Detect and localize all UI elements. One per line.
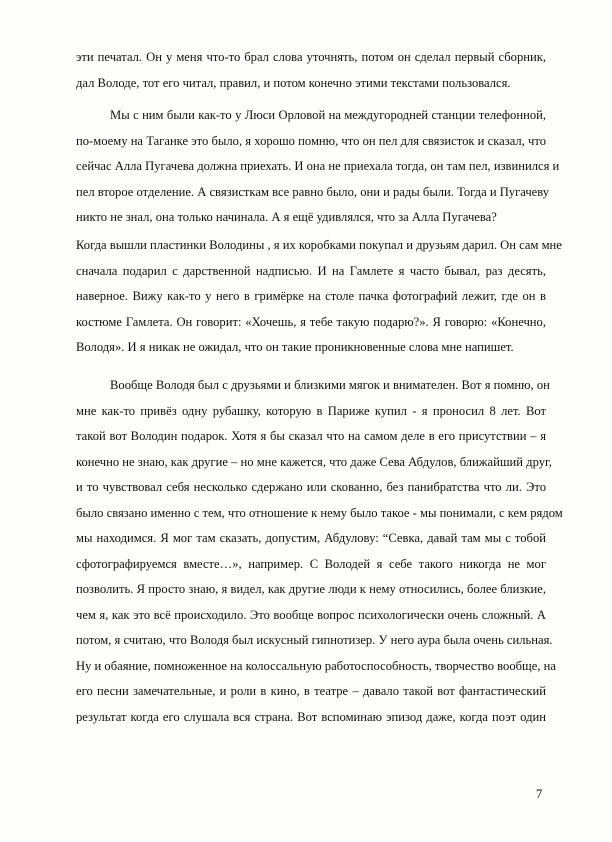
- text-line: костюме Гамлета. Он говорит: «Хочешь, я тебе такую подарю?». Я говорю: «Конечно,: [76, 314, 546, 329]
- text-line: мы находимся. Я мог там сказать, допустим, Абдулову: “Севка, давай там мы с тобой: [76, 531, 546, 545]
- text-line: Мы с ним были как-то у Люси Орловой на междугородней станции телефонной,: [110, 108, 546, 122]
- text-line: такой вот Володин подарок. Хотя я бы сказал что на самом деле в его присутствии – я: [76, 429, 546, 443]
- text-line: пел второе отделение. А связисткам все равно было, они и рады были. Тогда и Пугачеву: [76, 184, 550, 199]
- page-number: 7: [536, 787, 543, 801]
- text-line: результат когда его слушала вся страна. Вот вспоминаю эпизод даже, когда поэт один: [76, 709, 546, 724]
- text-line: Володя». И я никак не ожидал, что он такие проникновенные слова мне напишет.: [76, 340, 514, 354]
- text-line: сейчас Алла Пугачева должна приехать. И она не приехала тогда, он там пел, извинился и: [76, 159, 560, 173]
- paragraph-continuation: [76, 45, 546, 96]
- text-line: сфотографируемся вместе…», например. С Володей я себе такого никогда не мог: [76, 556, 546, 571]
- text-line: эти печатал. Он у меня что-то брал слова уточнять, потом он сделал первый сборник,: [76, 50, 546, 64]
- paragraph-records: [76, 233, 562, 361]
- text-line: по-моему на Таганке это было, я хорошо помню, что он пел для связисток и сказал, что: [76, 133, 546, 148]
- text-line: мне как-то привёз одну рубашку, которую в Париже купил - я проносил 8 лет. Вот: [76, 403, 546, 418]
- text-line: конечно не знаю, как другие – но мне кажется, что даже Сева Абдулов, ближайший друг,: [76, 454, 552, 469]
- text-line: сначала подарил с дарственной надписью. И на Гамлете я часто бывал, раз десять,: [76, 263, 546, 278]
- text-line: дал Володе, тот его читал, правил, и потом конечно этими текстами пользовался.: [76, 75, 511, 90]
- paragraph-friends: [76, 373, 563, 730]
- text-line: наверное. Вижу как-то у него в гримёрке на столе пачка фотографий лежит, где он в: [76, 289, 546, 303]
- text-line: Когда вышли пластинки Володины , я их коробками покупал и друзьям дарил. Он сам мне: [76, 238, 562, 252]
- text-line: потом, я считаю, что Володя был искусный гипнотизер. У него аура была очень сильная.: [76, 633, 553, 647]
- text-line: Вообще Володя был с друзьями и близкими мягок и внимателен. Вот я помню, он: [110, 378, 550, 392]
- text-line: и то чувствовал себя несколько сдержано или скованно, без панибратства что ли. Это: [76, 480, 546, 494]
- text-line: чем я, как это всё происходило. Это вообще вопрос психологически очень сложный. А: [76, 607, 546, 622]
- text-line: было связано именно с тем, что отношение к нему было такое - мы понимали, с кем рядом: [76, 505, 563, 520]
- text-line: его песни замечательные, и роли в кино, в театре – давало такой вот фантастический: [76, 684, 546, 698]
- text-line: Ну и обаяние, помноженное на колоссальную работоспособность, творчество вообще, на: [76, 658, 556, 673]
- paragraph-telephone-station: [76, 103, 560, 231]
- text-line: позволить. Я просто знаю, я видел, как другие люди к нему относились, более близкие,: [76, 582, 546, 596]
- text-line: никто не знал, она только начинала. А я ещё удивлялся, что за Алла Пугачева?: [76, 210, 497, 224]
